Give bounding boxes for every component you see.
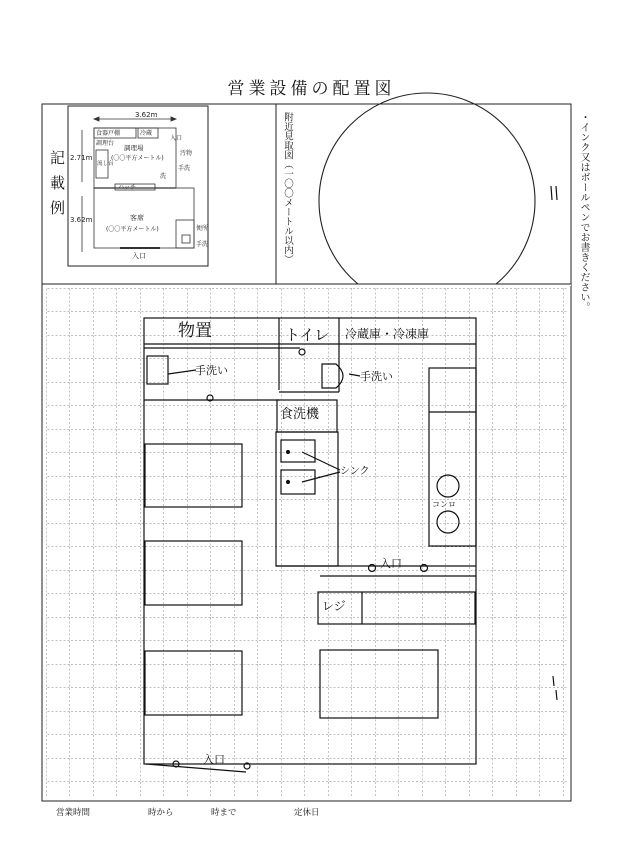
footer-from: 時から	[148, 808, 174, 818]
example-dining	[94, 188, 194, 248]
plan-handwash-1: 手洗い	[195, 364, 228, 377]
plan-storage: 物置	[178, 321, 212, 341]
footer-closed: 定休日	[294, 808, 320, 818]
example-hatch: ハッチ	[118, 184, 137, 191]
plan-sink: シンク	[340, 466, 370, 477]
page-title: 営業設備の配置図	[227, 79, 396, 99]
map-circle	[319, 93, 535, 309]
example-dim-width: 3.62m	[135, 111, 158, 119]
example-wash: 洗	[160, 173, 167, 180]
example-entrance: 入口	[132, 252, 146, 260]
example-dining-title: 客席	[130, 214, 144, 222]
example-toilet-label: 便所	[196, 225, 209, 232]
example-kitchen-title: 調理場	[124, 144, 144, 152]
example-dim-lower: 3.62m	[70, 216, 93, 224]
example-counter: 調理台	[96, 140, 115, 147]
plan-toilet: トイレ	[285, 326, 330, 344]
example-entry-side: 入口	[170, 135, 183, 142]
map-label: 附近見取図（一〇〇メートル以内）	[282, 112, 293, 264]
example-cooler: 冷蔵	[140, 130, 153, 137]
example-handwash: 手洗	[178, 165, 191, 172]
example-sink: 流し台	[97, 161, 114, 167]
example-label: 記載例	[48, 150, 66, 225]
example-storage: 食器戸棚	[96, 130, 121, 137]
plan-fridge: 冷蔵庫・冷凍庫	[345, 327, 430, 341]
side-note: ・インク又はボールペンでお書きください。	[578, 112, 589, 312]
footer-hours-label: 営業時間	[56, 808, 91, 818]
example-dim-upper: 2.71m	[70, 154, 93, 162]
grid-area	[46, 288, 567, 796]
example-toilet-handwash: 手洗	[196, 241, 209, 248]
example-kitchen-area: (〇〇平方メートル)	[111, 155, 164, 162]
example-waste: 汚物	[180, 150, 193, 157]
plan-entrance-1: 入口	[380, 557, 402, 570]
example-dining-area: (〇〇平方メートル)	[106, 226, 159, 233]
plan-dishwasher: 食洗機	[280, 407, 320, 422]
plan-register: レジ	[322, 599, 346, 613]
example-texts	[70, 111, 208, 260]
plan-handwash-2: 手洗い	[360, 370, 393, 383]
footer-until: 時まで	[211, 808, 237, 818]
example-toilet	[176, 220, 194, 248]
plan-stove: コンロ	[432, 500, 456, 509]
plan-entrance-2: 入口	[203, 753, 225, 766]
